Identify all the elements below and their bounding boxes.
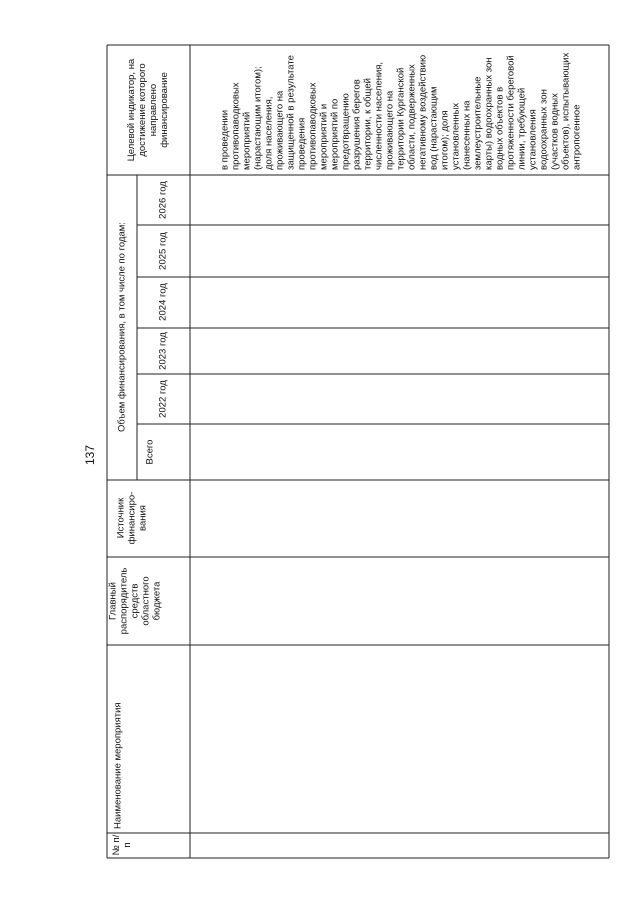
header-source: Источник финансиро-вания: [115, 491, 149, 545]
header-2025: 2025 год: [157, 232, 169, 270]
header-name: Наименование мероприятия: [112, 702, 124, 829]
page-number: 137: [83, 444, 97, 466]
header-volume-group: Объем финансирования, в том числе по годам:: [116, 222, 128, 432]
header-2024: 2024 год: [157, 283, 169, 321]
header-2023: 2023 год: [157, 332, 169, 370]
header-num: № п/п: [111, 834, 133, 856]
header-main-distributor: Главный распорядитель средств областного бюджета: [107, 567, 163, 635]
header-2022: 2022 год: [157, 380, 169, 418]
header-2026: 2026 год: [157, 181, 169, 219]
header-total: Всего: [144, 439, 156, 465]
indicator-cell: в проведении противопаводковых мероприятий (нарастающим итогом); доля населения, проживающего на защищенной в результате проведения противопаводковых мероприятий и мероприятий по предотвращению разрушения берегов территории, к общей численности населения, проживающего на территории Курганской области, подверженных негативному воздействию вод (нарастающим итогом); доля установленных (нанесенных на землеустроительные карты) водоохранных зон водных объектов в протяженности береговой линии, требующей установления водоохранных зон (участков водных объектов), испытывающих антропогенное: [219, 52, 583, 170]
header-indicator: Целевой индикатор, на достижение которого направлено финансирование: [126, 58, 170, 162]
